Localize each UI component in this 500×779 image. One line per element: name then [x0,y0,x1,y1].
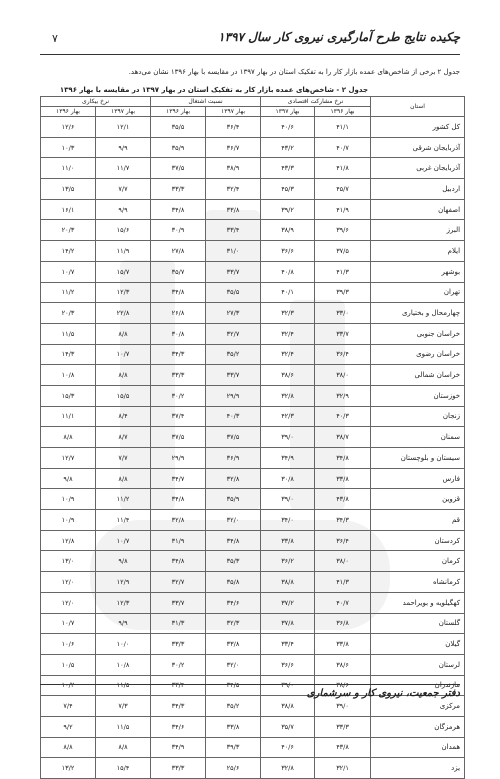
province-cell: زنجان [371,406,465,427]
participation-cell: ۴۵/۷ [315,179,371,200]
employment-cell: ۳۲/۰ [206,654,261,675]
employment-cell: ۳۴/۸ [151,199,206,220]
participation-cell: ۳۵/۷ [261,716,315,737]
employment-cell: ۳۰/۸ [151,323,206,344]
participation-cell: ۳۷/۸ [261,613,315,634]
unemployment-cell: ۱۰/۶ [41,634,96,655]
unemployment-cell: ۹/۹ [96,199,151,220]
province-cell: اردبیل [371,179,465,200]
table-row [41,282,465,303]
province-cell: قزوین [371,489,465,510]
participation-cell: ۳۶/۶ [261,654,315,675]
unemployment-cell: ۱۱/۱ [41,406,96,427]
page-number: ۷ [52,32,58,45]
province-cell: چهارمحال و بختیاری [371,303,465,324]
employment-cell: ۲۷/۸ [151,241,206,262]
participation-cell: ۴۰/۱ [261,282,315,303]
province-cell: همدان [371,737,465,758]
employment-cell: ۳۲/۰ [206,510,261,531]
table-row [41,220,465,241]
participation-cell: ۳۷/۲ [261,592,315,613]
table-header-row [41,97,465,107]
province-cell: کهگیلویه و بویراحمد [371,592,465,613]
participation-cell: ۳۳/۳ [315,716,371,737]
employment-cell: ۳۶/۷ [206,137,261,158]
unemployment-cell: ۱۳/۰ [41,551,96,572]
unemployment-cell: ۷/۷ [96,179,151,200]
participation-cell: ۳۸/۶ [315,654,371,675]
participation-cell: ۳۲/۴ [261,323,315,344]
year-header-1396: بهار ۱۳۹۶ [315,107,371,117]
employment-cell: ۳۳/۸ [206,199,261,220]
employment-cell: ۳۳/۳ [151,179,206,200]
unemployment-cell: ۱۲/۷ [41,448,96,469]
unemployment-cell: ۱۱/۷ [96,158,151,179]
employment-cell: ۳۲/۷ [151,572,206,593]
participation-cell: ۳۸/۸ [261,696,315,717]
province-cell: یزد [371,758,465,779]
table-row [41,179,465,200]
employment-cell: ۳۶/۹ [206,448,261,469]
unemployment-cell: ۹/۹ [96,137,151,158]
employment-cell: ۳۳/۸ [206,634,261,655]
table-row [41,489,465,510]
unemployment-cell: ۱۰/۷ [41,613,96,634]
employment-cell: ۳۳/۳ [151,365,206,386]
province-cell: البرز [371,220,465,241]
page-header [40,30,460,52]
employment-cell: ۳۲/۸ [206,468,261,489]
unemployment-cell: ۱۲/۳ [96,592,151,613]
participation-cell: ۳۲/۳ [261,303,315,324]
participation-cell: ۴۰/۶ [261,117,315,138]
unemployment-cell: ۸/۸ [96,323,151,344]
participation-cell: ۳۳/۴ [261,634,315,655]
table-row [41,510,465,531]
table-row [41,117,465,138]
unemployment-cell: ۲۲/۸ [96,303,151,324]
participation-cell: ۴۱/۳ [315,572,371,593]
province-cell: بوشهر [371,261,465,282]
province-cell: مرکزی [371,696,465,717]
province-cell: مازندران [371,675,465,696]
participation-cell: ۳۸/۶ [315,675,371,696]
province-cell: فارس [371,468,465,489]
unemployment-cell: ۱۴/۳ [41,344,96,365]
participation-cell: ۳۷/۵ [315,241,371,262]
employment-cell: ۳۵/۵ [206,282,261,303]
province-cell: آذربایجان غربی [371,158,465,179]
participation-cell: ۳۲/۱ [315,758,371,779]
table-row [41,572,465,593]
employment-cell: ۳۵/۲ [206,344,261,365]
participation-cell: ۳۸/۰ [315,551,371,572]
participation-cell: ۳۴/۸ [315,448,371,469]
unemployment-cell: ۱۲/۹ [96,572,151,593]
unemployment-cell: ۷/۳ [96,696,151,717]
employment-cell: ۳۲/۳ [206,613,261,634]
table-row [41,323,465,344]
province-cell: تهران [371,282,465,303]
employment-cell: ۳۷/۵ [151,427,206,448]
unemployment-cell: ۱۰/۷ [96,344,151,365]
participation-cell: ۳۸/۰ [315,365,371,386]
unemployment-cell: ۱۲/۶ [41,117,96,138]
unemployment-cell: ۲۰/۳ [41,303,96,324]
unemployment-cell: ۸/۷ [96,427,151,448]
participation-cell: ۳۳/۸ [315,468,371,489]
unemployment-cell: ۱۵/۴ [96,758,151,779]
unemployment-cell: ۸/۴ [96,406,151,427]
employment-cell: ۲۹/۹ [206,385,261,406]
unemployment-cell: ۱۱/۵ [96,675,151,696]
unemployment-cell: ۸/۸ [96,468,151,489]
unemployment-cell: ۱۵/۶ [96,220,151,241]
participation-cell: ۳۶/۸ [315,613,371,634]
unemployment-cell: ۱۵/۵ [96,385,151,406]
participation-cell: ۳۶/۶ [261,241,315,262]
intro-paragraph: جدول ۲ برخی از شاخص‌های عمده بازار کار را به تفکیک استان در بهار ۱۳۹۷ در مقایسه با بهار ۱۳۹۶ نشان می‌دهد. [128,68,460,76]
unemployment-cell: ۷/۷ [96,448,151,469]
table-row [41,613,465,634]
employment-cell: ۳۷/۴ [151,406,206,427]
participation-cell: ۳۴/۳ [315,510,371,531]
participation-cell: ۳۹/۰ [261,427,315,448]
employment-cell: ۳۴/۶ [151,716,206,737]
year-header-1396: بهار ۱۳۹۶ [151,107,206,117]
province-cell: خراسان جنوبی [371,323,465,344]
year-header-1397: بهار ۱۳۹۷ [206,107,261,117]
table-row [41,199,465,220]
province-cell: ایلام [371,241,465,262]
province-cell: خراسان شمالی [371,365,465,386]
table-row [41,261,465,282]
province-cell: اصفهان [371,199,465,220]
unemployment-cell: ۱۴/۲ [41,241,96,262]
employment-cell: ۳۴/۸ [151,282,206,303]
participation-cell: ۳۹/۲ [261,199,315,220]
participation-cell: ۴۰/۶ [261,737,315,758]
employment-cell: ۳۴/۸ [206,530,261,551]
employment-cell: ۳۴/۶ [206,592,261,613]
table-row [41,530,465,551]
footer-text: دفتر جمعیت، نیروی کار و سرشماری [306,688,460,699]
unemployment-cell: ۹/۹ [96,613,151,634]
employment-cell: ۳۵/۳ [206,551,261,572]
unemployment-cell: ۱۰/۹ [41,510,96,531]
unemployment-cell: ۸/۸ [96,737,151,758]
participation-cell: ۳۸/۶ [261,365,315,386]
participation-cell: ۳۲/۸ [261,758,315,779]
unemployment-cell: ۹/۸ [96,551,151,572]
table-row [41,737,465,758]
employment-cell: ۳۰/۲ [151,654,206,675]
employment-cell: ۳۵/۸ [206,572,261,593]
table-row [41,448,465,469]
unemployment-cell: ۱۰/۸ [41,365,96,386]
unemployment-cell: ۱۳/۲ [41,758,96,779]
employment-cell: ۳۷/۵ [206,427,261,448]
unemployment-cell: ۱۲/۰ [41,572,96,593]
employment-cell: ۲۷/۳ [206,303,261,324]
unemployment-cell: ۱۰/۹ [41,489,96,510]
unemployment-cell: ۱۶/۱ [41,199,96,220]
unemployment-cell: ۱۲/۳ [96,282,151,303]
labor-indicators-table [40,96,465,779]
participation-cell: ۳۹/۰ [261,489,315,510]
unemployment-cell: ۸/۸ [41,427,96,448]
table-row [41,592,465,613]
participation-cell: ۳۹/۰ [261,675,315,696]
employment-cell: ۳۸/۹ [206,158,261,179]
year-header-1397: بهار ۱۳۹۷ [96,107,151,117]
province-cell: کردستان [371,530,465,551]
participation-cell: ۴۵/۳ [261,179,315,200]
participation-cell: ۴۰/۷ [315,137,371,158]
employment-cell: ۳۱/۰ [206,241,261,262]
unemployment-cell: ۱۰/۷ [41,261,96,282]
unemployment-cell: ۱۵/۷ [96,261,151,282]
employment-cell: ۳۴/۸ [151,489,206,510]
province-cell: آذربایجان شرقی [371,137,465,158]
year-header-1397: بهار ۱۳۹۷ [261,107,315,117]
unemployment-cell: ۱۱/۵ [96,716,151,737]
unemployment-cell: ۱۳/۵ [41,179,96,200]
employment-cell: ۳۵/۲ [206,696,261,717]
table-row [41,365,465,386]
unemployment-cell: ۹/۸ [41,468,96,489]
participation-cell: ۴۲/۳ [261,406,315,427]
employment-cell: ۳۱/۹ [151,530,206,551]
employment-cell: ۳۳/۳ [151,758,206,779]
employment-cell: ۳۳/۷ [151,592,206,613]
participation-cell: ۳۹/۶ [315,220,371,241]
employment-ratio-header: نسبت اشتغال [151,97,261,107]
table-row [41,758,465,779]
unemployment-cell: ۱۵/۳ [41,385,96,406]
employment-cell: ۳۷/۵ [151,158,206,179]
participation-cell: ۴۱/۸ [315,158,371,179]
participation-cell: ۳۳/۸ [315,634,371,655]
unemployment-cell: ۱۱/۰ [41,158,96,179]
employment-cell: ۲۶/۸ [151,303,206,324]
employment-cell: ۲۵/۶ [206,758,261,779]
employment-cell: ۳۴/۷ [151,468,206,489]
participation-cell: ۳۳/۰ [315,303,371,324]
participation-cell: ۴۳/۲ [261,137,315,158]
unemployment-cell: ۱۱/۲ [96,489,151,510]
table-row [41,241,465,262]
employment-cell: ۳۶/۴ [206,117,261,138]
participation-cell: ۴۰/۳ [315,406,371,427]
participation-cell: ۳۸/۷ [315,427,371,448]
employment-cell: ۳۴/۸ [151,551,206,572]
table-row [41,344,465,365]
employment-cell: ۳۲/۸ [151,510,206,531]
unemployment-cell: ۱۰/۷ [96,530,151,551]
unemployment-cell: ۸/۸ [41,737,96,758]
province-column-header: استان [371,97,465,117]
employment-cell: ۳۴/۳ [151,344,206,365]
participation-cell: ۳۳/۷ [315,323,371,344]
participation-cell: ۴۱/۹ [315,199,371,220]
footer-divider [40,684,460,685]
employment-cell: ۲۹/۹ [151,448,206,469]
table-row [41,158,465,179]
employment-cell: ۳۴/۳ [151,696,206,717]
unemployment-cell: ۱۲/۸ [41,530,96,551]
table-row [41,406,465,427]
table-row [41,385,465,406]
employment-cell: ۳۴/۵ [206,675,261,696]
employment-cell: ۳۲/۴ [206,179,261,200]
header-divider [40,54,460,55]
participation-rate-header: نرخ مشارکت اقتصادی [261,97,371,107]
unemployment-cell: ۱۰/۸ [96,654,151,675]
table-row [41,468,465,489]
employment-cell: ۴۰/۳ [206,406,261,427]
employment-cell: ۳۲/۷ [206,323,261,344]
participation-cell: ۳۲/۹ [315,385,371,406]
participation-cell: ۴۳/۸ [315,489,371,510]
header-title: چکیده نتایج طرح آمارگیری نیروی کار سال ۱۳۹۷ [218,30,460,44]
province-cell: کرمان [371,551,465,572]
participation-cell: ۳۶/۲ [261,551,315,572]
participation-cell: ۳۹/۰ [315,696,371,717]
participation-cell: ۳۰/۸ [261,468,315,489]
participation-cell: ۳۸/۸ [261,572,315,593]
participation-cell: ۳۳/۸ [261,530,315,551]
participation-cell: ۳۲/۴ [261,344,315,365]
employment-cell: ۳۳/۸ [206,716,261,737]
table-row [41,634,465,655]
employment-cell: ۳۰/۹ [151,220,206,241]
participation-cell: ۳۲/۸ [261,385,315,406]
province-cell: هرمزگان [371,716,465,737]
employment-cell: ۳۴/۹ [151,737,206,758]
participation-cell: ۳۴/۰ [261,510,315,531]
participation-cell: ۴۰/۷ [315,592,371,613]
employment-cell: ۳۱/۳ [151,613,206,634]
table-row [41,716,465,737]
year-header-1396: بهار ۱۳۹۶ [41,107,96,117]
employment-cell: ۳۳/۴ [151,675,206,696]
province-cell: خوزستان [371,385,465,406]
employment-cell: ۳۵/۷ [151,261,206,282]
participation-cell: ۴۳/۳ [261,158,315,179]
unemployment-cell: ۸/۸ [96,365,151,386]
unemployment-cell: ۲۰/۳ [41,220,96,241]
province-cell: گیلان [371,634,465,655]
employment-cell: ۳۹/۳ [206,737,261,758]
participation-cell: ۴۰/۸ [261,261,315,282]
unemployment-cell: ۱۰/۳ [41,137,96,158]
province-cell: کرمانشاه [371,572,465,593]
employment-cell: ۳۳/۴ [206,220,261,241]
province-cell: خراسان رضوی [371,344,465,365]
province-cell: کل کشور [371,117,465,138]
table-row [41,551,465,572]
participation-cell: ۴۱/۳ [315,261,371,282]
participation-cell: ۳۸/۹ [261,220,315,241]
employment-cell: ۳۵/۵ [151,117,206,138]
participation-cell: ۳۶/۴ [315,530,371,551]
province-cell: سمنان [371,427,465,448]
province-cell: قم [371,510,465,531]
unemployment-cell: ۷/۴ [41,696,96,717]
participation-cell: ۴۳/۸ [315,737,371,758]
table-row [41,654,465,675]
employment-cell: ۳۳/۷ [206,365,261,386]
employment-cell: ۳۵/۹ [206,489,261,510]
employment-cell: ۳۰/۲ [151,385,206,406]
province-cell: لرستان [371,654,465,675]
table-row [41,137,465,158]
unemployment-cell: ۱۰/۲ [41,675,96,696]
participation-cell: ۳۶/۴ [315,344,371,365]
employment-cell: ۳۳/۷ [206,261,261,282]
unemployment-cell: ۱۰/۵ [41,654,96,675]
table-row [41,303,465,324]
province-cell: گلستان [371,613,465,634]
unemployment-cell: ۱۱/۴ [96,510,151,531]
unemployment-cell: ۱۲/۰ [41,592,96,613]
participation-cell: ۳۹/۳ [315,282,371,303]
province-cell: سیستان و بلوچستان [371,448,465,469]
unemployment-cell: ۱۰/۰ [96,634,151,655]
table-body [41,117,465,779]
unemployment-cell: ۱۱/۵ [41,323,96,344]
unemployment-cell: ۱۲/۱ [96,117,151,138]
employment-cell: ۳۵/۹ [151,137,206,158]
participation-cell: ۴۱/۱ [315,117,371,138]
participation-cell: ۳۴/۹ [261,448,315,469]
unemployment-cell: ۱۱/۹ [96,241,151,262]
unemployment-cell: ۱۱/۲ [41,282,96,303]
employment-cell: ۳۳/۳ [151,634,206,655]
unemployment-cell: ۹/۲ [41,716,96,737]
table-row [41,427,465,448]
table-caption: جدول ۲ - شاخص‌های عمده بازار کار به تفکیک استان در بهار ۱۳۹۷ در مقایسه با بهار ۱۳۹۶ [59,86,368,94]
unemployment-rate-header: نرخ بیکاری [41,97,151,107]
